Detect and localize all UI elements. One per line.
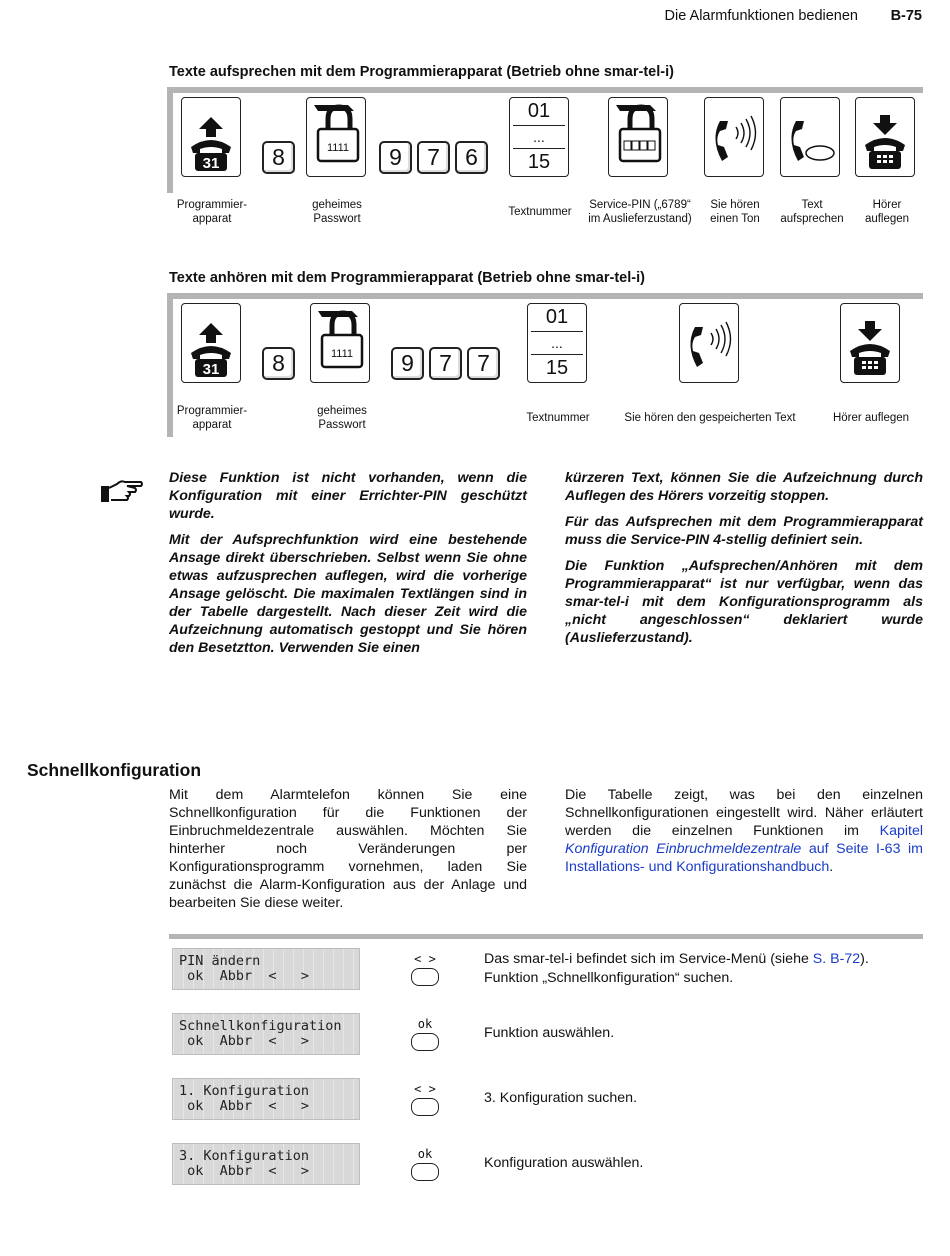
note-paragraph: Für das Aufsprechen mit dem Programmierapparat muss die Service-PIN 4-stellig definiert sein. (565, 514, 923, 548)
note-right-column (565, 469, 923, 655)
chapter-link-title: Konfiguration Einbruchmeldezentrale (565, 841, 802, 857)
softkey-button-icon (411, 1163, 439, 1181)
tone-handset-icon (704, 97, 764, 177)
page-link-b72[interactable]: S. B-72 (812, 951, 861, 967)
caption-text-number-2: Textnummer (526, 412, 590, 424)
key-8: 8 (262, 141, 295, 174)
caption-text-number: Textnummer (508, 206, 572, 218)
text-number-last: 15 (527, 151, 551, 173)
listen-handset-icon (679, 303, 739, 383)
caption-speak: Text aufsprechen (780, 199, 844, 225)
password-lock-icon-2 (310, 303, 370, 383)
chapter-link-suffix: auf Seite I-63 im Installations- und Konfigurationshandbuch (565, 841, 923, 875)
softkey-button-icon (411, 1033, 439, 1051)
arrow-softkey-2[interactable] (411, 1083, 439, 1125)
schnell-right-text-end: . (829, 859, 834, 875)
section-title-anhoeren: Texte anhören mit dem Programmierapparat (Betrieb ohne smar-tel-i) (169, 270, 645, 286)
schnell-right-text-start: Die Tabelle zeigt, was bei den einzelnen Schnellkonfigurationen eingestellt wird. Näher erläutert werden die einzelnen Funktionen im (565, 787, 923, 839)
text-number-ellipsis: ... (513, 125, 565, 149)
lcd-line-1: 1. Konfiguration (179, 1083, 310, 1099)
lcd-line-2: ok Abbr < > (179, 1033, 310, 1049)
step1-text-b: ). (860, 951, 869, 967)
key-6: 6 (455, 141, 488, 174)
caption-tone: Sie hören einen Ton (710, 199, 760, 225)
lcd-line-1: Schnellkonfiguration (179, 1018, 342, 1034)
pointing-hand-icon (99, 474, 145, 509)
arrow-keys-label: < > (414, 952, 436, 966)
ok-softkey-2[interactable] (411, 1148, 439, 1190)
section-heading-schnellkonfiguration: Schnellkonfiguration (27, 760, 202, 780)
text-number-box (509, 97, 569, 177)
lcd-display-step4 (172, 1143, 360, 1185)
hangup-phone-icon-2 (840, 303, 900, 383)
text-number-ellipsis-2: ... (531, 331, 583, 355)
caption-programmer-phone: Programmier- apparat (176, 199, 248, 225)
steps-divider (169, 934, 923, 939)
key-7-listen-b: 7 (467, 347, 500, 380)
ok-key-label: ok (417, 1017, 433, 1031)
lcd-line-1: 3. Konfiguration (179, 1148, 310, 1164)
programmer-phone-icon-2 (181, 303, 241, 383)
arrow-keys-label: < > (414, 1082, 436, 1096)
softkey-button-icon (411, 968, 439, 986)
step1-text (484, 950, 869, 988)
speak-handset-icon (780, 97, 840, 177)
programmer-phone-icon (181, 97, 241, 177)
text-number-first: 01 (527, 100, 551, 122)
text-number-first-2: 01 (545, 306, 569, 328)
arrow-softkey[interactable] (411, 953, 439, 995)
lcd-display-step1 (172, 948, 360, 990)
lcd-line-1: PIN ändern (179, 953, 261, 969)
phone-badge-2: 31 (202, 361, 220, 378)
service-pin-lock-icon (608, 97, 668, 177)
step1-text-line2: Funktion „Schnellkonfiguration“ suchen. (484, 970, 734, 986)
phone-badge: 31 (202, 155, 220, 172)
note-paragraph: Die Funktion „Aufsprechen/Anhören mit dem Programmierapparat“ ist nur verfügbar, wenn das smar-tel-i mit dem Konfigurationsprogramm als „nicht angeschlossen“ deklariert wurde (Auslieferzustand). (565, 558, 923, 646)
lock-code: 1111 (326, 142, 350, 154)
caption-programmer-phone-2: Programmier- apparat (176, 405, 248, 431)
text-number-last-2: 15 (545, 357, 569, 379)
note-paragraph: kürzeren Text, können Sie die Aufzeichnung durch Auflegen des Hörers vorzeitig stoppen. (565, 470, 923, 504)
lcd-line-2: ok Abbr < > (179, 968, 310, 984)
caption-hangup: Hörer auflegen (864, 199, 910, 225)
ok-key-label: ok (417, 1147, 433, 1161)
caption-password: geheimes Passwort (312, 199, 362, 225)
lock-code-2: 1111 (330, 348, 354, 360)
key-8-listen: 8 (262, 347, 295, 380)
caption-password-2: geheimes Passwort (317, 405, 367, 431)
hangup-phone-icon (855, 97, 915, 177)
page-number: B-75 (890, 8, 922, 24)
password-lock-icon (306, 97, 366, 177)
chapter-link-prefix: Kapitel (879, 823, 923, 839)
note-paragraph: Mit der Aufsprechfunktion wird eine bestehende Ansage direkt überschrieben. Selbst wenn Sie ohne etwas aufzusprechen auflegen, wird die vorherige Ansage gelöscht. Die maximalen Textlängen sind in der Tabelle dargestellt. Nach dieser Zeit wird die Aufzeichnung automatisch gestoppt und Sie hören den Besetztton. Verwenden Sie einen (169, 532, 527, 656)
lcd-line-2: ok Abbr < > (179, 1163, 310, 1179)
key-9: 9 (379, 141, 412, 174)
text-number-box-2 (527, 303, 587, 383)
ok-softkey[interactable] (411, 1018, 439, 1060)
caption-hangup-2: Hörer auflegen (832, 412, 910, 424)
caption-service-pin: Service-PIN („6789“ im Auslieferzustand) (588, 199, 692, 225)
lcd-display-step3 (172, 1078, 360, 1120)
running-header-title: Die Alarmfunktionen bedienen (664, 8, 858, 24)
caption-listen: Sie hören den gespeicherten Text (624, 412, 796, 424)
note-left-column (169, 469, 527, 665)
step3-text: 3. Konfiguration suchen. (484, 1090, 638, 1106)
step4-text: Konfiguration auswählen. (484, 1155, 644, 1171)
schnell-left-text: Mit dem Alarmtelefon können Sie eine Schnellkonfiguration für die Funktionen der Einbruchmeldezentrale auswählen. Möchten Sie hinterher noch Veränderungen per Konfigurationsprogramm vornehmen, laden Sie zunächst die Alarm-Konfiguration aus der Anlage und bearbeiten Sie diese weiter. (169, 787, 527, 911)
key-7: 7 (417, 141, 450, 174)
lcd-line-2: ok Abbr < > (179, 1098, 310, 1114)
section-title-aufsprechen: Texte aufsprechen mit dem Programmierapparat (Betrieb ohne smar-tel-i) (169, 64, 674, 80)
note-paragraph: Diese Funktion ist nicht vorhanden, wenn die Konfiguration mit einer Errichter-PIN geschützt wurde. (169, 470, 527, 522)
softkey-button-icon (411, 1098, 439, 1116)
lcd-display-step2 (172, 1013, 360, 1055)
schnell-right-text (565, 786, 923, 876)
step2-text: Funktion auswählen. (484, 1025, 615, 1041)
key-9-listen: 9 (391, 347, 424, 380)
step1-text-a: Das smar-tel-i befindet sich im Service-Menü (siehe (484, 951, 813, 967)
key-7-listen-a: 7 (429, 347, 462, 380)
